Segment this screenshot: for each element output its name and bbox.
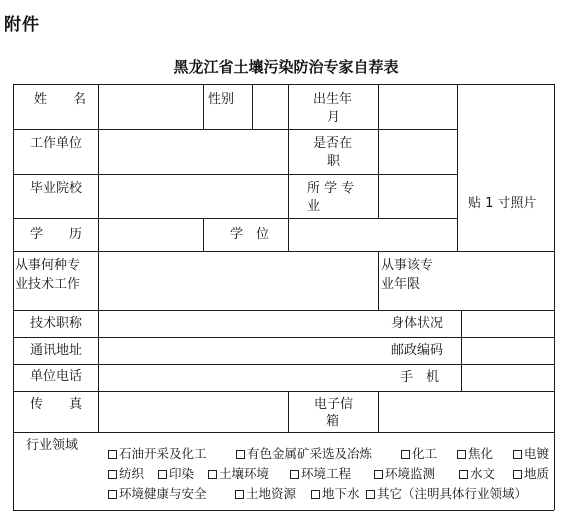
industry-option[interactable]: 环境监测 [374, 466, 435, 482]
checkbox-icon [401, 450, 410, 459]
major-label-line2: 业 [307, 199, 321, 214]
checkbox-icon [108, 470, 117, 479]
checkbox-icon [208, 470, 217, 479]
industry-option[interactable]: 地下水 [311, 486, 360, 502]
health-label: 身体状况 [391, 316, 444, 331]
industry-option[interactable]: 印染 [158, 466, 194, 482]
checkbox-icon [457, 450, 466, 459]
photo-placeholder: 贴 1 寸照片 [468, 196, 537, 211]
attachment-label: 附件 [4, 15, 40, 35]
mobile-label: 手 机 [400, 370, 440, 385]
checkbox-icon [459, 470, 468, 479]
industry-option[interactable]: 焦化 [457, 446, 493, 462]
specialty-label-line2: 业技术工作 [15, 277, 81, 292]
fax-label: 传 真 [30, 397, 83, 412]
industry-option[interactable]: 环境工程 [290, 466, 351, 482]
form-title: 黑龙江省土壤污染防治专家自荐表 [173, 58, 399, 76]
employed-label-line2: 职 [327, 154, 341, 169]
checkbox-icon [366, 490, 375, 499]
checkbox-icon [513, 470, 522, 479]
checkbox-icon [108, 490, 117, 499]
checkbox-icon [108, 450, 117, 459]
school-label: 毕业院校 [30, 181, 83, 196]
gender-label: 性别 [208, 92, 235, 107]
industry-option[interactable]: 地质 [513, 466, 549, 482]
industry-option[interactable]: 土壤环境 [208, 466, 269, 482]
checkbox-icon [374, 470, 383, 479]
checkbox-icon [235, 490, 244, 499]
checkbox-icon [311, 490, 320, 499]
name-label: 姓 名 [34, 92, 87, 107]
checkbox-icon [236, 450, 245, 459]
industry-option[interactable]: 纺织 [108, 466, 144, 482]
phone-label: 单位电话 [30, 369, 83, 384]
industry-label: 行业领域 [26, 438, 79, 453]
birth-label-line1: 出生年 [313, 92, 353, 107]
checkbox-icon [158, 470, 167, 479]
postcode-label: 邮政编码 [391, 343, 444, 358]
industry-option[interactable]: 水文 [459, 466, 495, 482]
email-label-line2: 箱 [326, 414, 340, 429]
industry-option[interactable]: 其它（注明具体行业领域） [366, 486, 527, 502]
industry-option[interactable]: 土地资源 [235, 486, 296, 502]
education-label: 学 历 [30, 227, 83, 242]
checkbox-icon [290, 470, 299, 479]
industry-option[interactable]: 环境健康与安全 [108, 486, 207, 502]
industry-option[interactable]: 有色金属矿采选及冶炼 [236, 446, 372, 462]
industry-option[interactable]: 电镀 [513, 446, 549, 462]
birth-label-line2: 月 [327, 110, 341, 125]
major-label-line1: 所 学 专 [307, 181, 355, 196]
employed-label-line1: 是否在 [313, 136, 353, 151]
title-label: 技术职称 [30, 316, 83, 331]
email-label-line1: 电子信 [314, 397, 354, 412]
specialty-label-line1: 从事何种专 [15, 258, 81, 273]
degree-label: 学 位 [230, 227, 270, 242]
workplace-label: 工作单位 [30, 136, 83, 151]
years-label-line2: 业年限 [381, 277, 421, 292]
industry-option[interactable]: 化工 [401, 446, 437, 462]
industry-option[interactable]: 石油开采及化工 [108, 446, 207, 462]
address-label: 通讯地址 [30, 343, 83, 358]
years-label-line1: 从事该专 [381, 258, 434, 273]
checkbox-icon [513, 450, 522, 459]
